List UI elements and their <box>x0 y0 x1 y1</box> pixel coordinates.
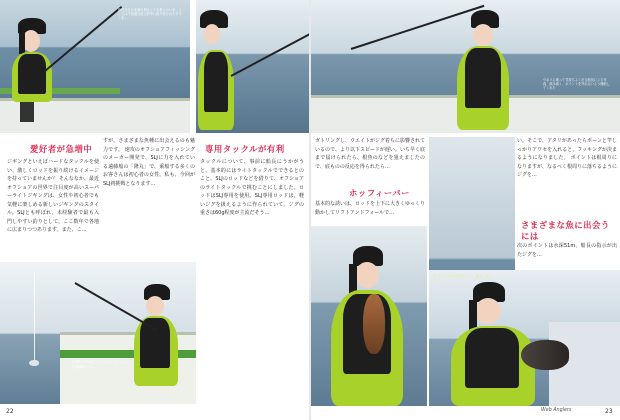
article-column-5b: 次のポイントは水深51m。船長の指示が出たジグを… <box>517 243 617 258</box>
page-number: 22 <box>6 408 14 415</box>
article-column-2: すが、さまざまな魚種に出会えるのも魅力です。 速攻のオフショアフィッシングのメーカー開発で、SLJに力を入れている遠藤船の「隆丸」で、乗船する多くのお客さんは初心者の女性。私も、今回がSLJ初挑戦となります… <box>103 138 195 187</box>
photo-angler-top-left <box>0 0 190 133</box>
page-number: 23 <box>605 408 613 415</box>
photo-angler-top-right <box>311 0 620 133</box>
photo-angler-fish-center <box>311 226 427 406</box>
caught-fish <box>363 294 385 354</box>
photo-rod-bend <box>196 0 309 133</box>
article-column-5: い。そこで、アタリがあったらポーンと竿しっかりアワセを入れると、フッキングが決まるようになりました。 ポイントは根周りになりますが、なるべく根周りに落ちるようにジグを… <box>517 138 617 178</box>
photo-angler-bottom-right <box>429 270 620 406</box>
section-heading: 愛好者が急増中 <box>30 144 93 154</box>
angler-figure <box>10 18 70 128</box>
photo-caption-bottom-right: 中ぐらいのソイをゲット、楽しく釣れ… <box>433 274 490 283</box>
angler-figure <box>128 284 188 404</box>
article-column-1: ジギングといえばハードなタックルを使い、激しくロッドを振り続けるイメージを持っていませんか？ そんななか、最近オフショアの世界で注目度が高いスーパーライトジギングは、女性や初心者でも気軽に楽しめる新しいジギングのスタイル。SLJとも呼ばれ、未経験者で最も入門しやすい釣りとして、ここ数年で各地に広まりつつあります。また、こ… <box>7 159 99 233</box>
fish-on-line <box>29 360 39 366</box>
article-column-4: ガトリングし、ウエイトがジグ着ちに影響されているので、より以下スピードが遅い。いち早く底まで届けられたら、根魚のなどを狙えましたので、底ものの反応を得られたら… <box>315 138 425 170</box>
caught-rockfish <box>521 340 569 370</box>
article-column-3: タックルについて、事前に船長にうかがうと、基本的にはライトタックルでできるとのこと。SLJのロッドなどを借りて、オフショアのライトタックルで挑むことにしました。ロッドはSLJ専用を使用。SLJ専用ロッドは、軽いジグを扱えるように作られていて、ジグの重さは60g程度が主流だそう… <box>200 159 304 216</box>
photo-caption-bottom-left: 仕掛けを回収していたら、ヒットした瞬間の引き… <box>72 360 130 369</box>
left-page <box>0 0 309 420</box>
photo-caption-top-right: ウネリに乗って気持ちよく走る船長による写真、波は高く、ポイントを外れないよう操船してくれた <box>543 78 610 91</box>
angler-figure <box>198 10 238 130</box>
magazine-brand: Web Anglers <box>541 408 572 413</box>
section-heading: さまざまな魚に出会うには <box>521 220 610 241</box>
article-column-4b: 基本的な誘いは、ロッドを上下に大きくゆっくり動かしてリフトアンドフォールで… <box>315 201 425 216</box>
photo-caption-top-left: 釣行当日の北東の風はとても柔らかいが、ここでは不思議な波に釣竿に振り回されたワインを… <box>118 8 182 21</box>
photo-angler-bottom-left <box>0 262 196 404</box>
section-heading: ホッフィーバー <box>349 188 411 198</box>
section-heading: 専用タックルが有利 <box>205 144 285 154</box>
angler-figure <box>451 10 521 130</box>
right-page <box>311 0 620 420</box>
